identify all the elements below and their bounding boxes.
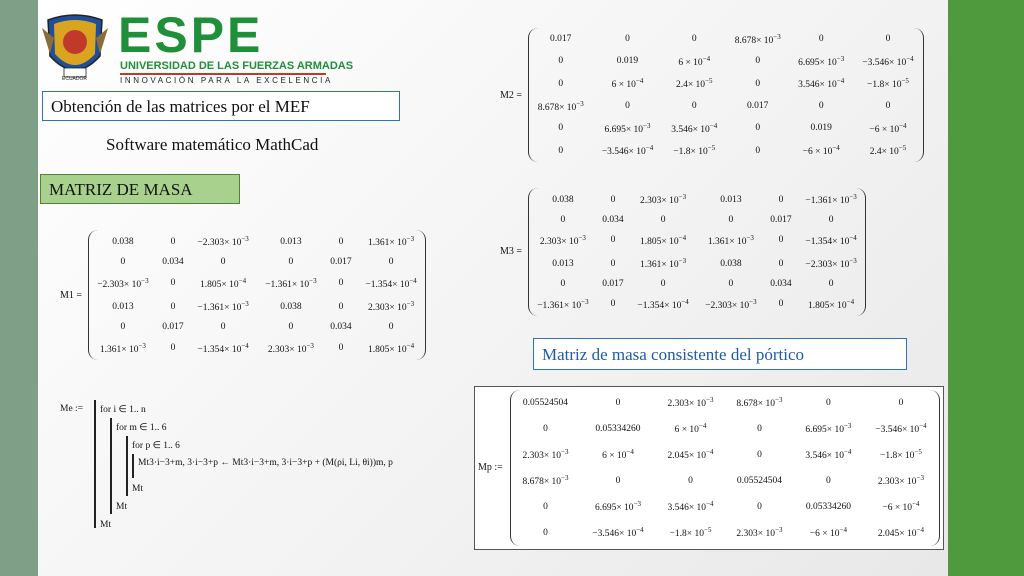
matrix-cell: 0: [778, 299, 784, 310]
matrix-cell: $6.695\times 10^{-3}$: [805, 422, 852, 436]
shield-caption: ECUADOR: [62, 76, 88, 82]
m1-label: M1 =: [60, 290, 83, 301]
matrix-row: [529, 28, 923, 50]
program-lhs: Me :=: [60, 404, 84, 414]
matrix-row: [529, 229, 865, 252]
program-bar-4: [132, 454, 134, 478]
matrix-cell: $-1.8\times 10^{-5}$: [673, 144, 716, 158]
matrix-row: [529, 50, 923, 72]
matrix-cell: $1.805\times 10^{-4}$: [368, 341, 415, 355]
matrix-cell: $6.695\times 10^{-3}$: [604, 121, 651, 136]
matrix-cell: 0: [757, 450, 762, 460]
matrix-cell: 0.034: [770, 278, 792, 289]
matrix-row: [529, 252, 865, 275]
matrix-cell: 0: [338, 236, 344, 247]
logo-divider: [120, 73, 326, 75]
left-side-bar: [0, 0, 38, 576]
matrix-row: [529, 211, 865, 229]
matrix-cell: 0: [755, 123, 761, 134]
matrix-m3: [528, 188, 866, 316]
matrix-cell: 0.013: [720, 194, 742, 205]
matrix-cell: 0.017: [162, 322, 184, 333]
university-name: UNIVERSIDAD DE LAS FUERZAS ARMADAS: [120, 60, 354, 72]
mathcad-program: [60, 400, 460, 540]
matrix-row: [529, 275, 865, 293]
m1-table: [89, 230, 425, 360]
matrix-row: [529, 117, 923, 139]
matrix-cell: 0.013: [552, 258, 574, 269]
m3-table: [529, 188, 865, 316]
matrix-cell: 0: [120, 322, 126, 333]
matrix-cell: 0: [691, 34, 697, 45]
matrix-cell: $2.303\times 10^{-3}$: [640, 193, 687, 207]
mp-label: Mp :=: [478, 462, 503, 473]
matrix-cell: 0: [826, 398, 831, 408]
matrix-cell: $-1.361\times 10^{-3}$: [805, 193, 857, 207]
matrix-cell: $6 \times 10^{-4}$: [678, 54, 711, 69]
matrix-cell: 0.034: [162, 257, 184, 268]
matrix-cell: $2.303\times 10^{-3}$: [267, 341, 314, 355]
matrix-cell: $2.4\times 10^{-5}$: [675, 77, 713, 91]
matrix-cell: 0.017: [770, 214, 792, 225]
m2-table: [529, 28, 923, 162]
matrix-cell: $-1.354\times 10^{-4}$: [805, 233, 857, 247]
matrix-cell: 0.038: [112, 236, 134, 247]
matrix-cell: $-1.354\times 10^{-4}$: [637, 297, 689, 311]
matrix-cell: 0: [170, 343, 176, 354]
matrix-cell: $8.678\times 10^{-3}$: [522, 474, 569, 488]
matrix-cell: 0: [757, 424, 762, 434]
matrix-row: [89, 319, 425, 337]
program-bar-3: [126, 436, 128, 496]
matrix-cell: $-1.354\times 10^{-4}$: [365, 276, 417, 290]
matrix-cell: 0: [560, 214, 566, 225]
program-line-5: Mt: [132, 484, 144, 494]
matrix-cell: 0: [558, 123, 564, 134]
matrix-cell: $-1.354\times 10^{-4}$: [197, 341, 249, 355]
program-bar-2: [110, 418, 112, 514]
matrix-row: [89, 336, 425, 360]
matrix-row: [89, 295, 425, 319]
matrix-cell: 0: [818, 101, 824, 112]
matrix-m1: [88, 230, 426, 360]
matrix-cell: 0.038: [280, 301, 302, 312]
matrix-cell: 0: [691, 101, 697, 112]
matrix-cell: $6 \times 10^{-4}$: [611, 77, 644, 91]
matrix-cell: 0: [220, 257, 226, 268]
matrix-cell: 0: [688, 476, 693, 486]
matrix-row: [529, 188, 865, 211]
matrix-cell: 0.034: [330, 322, 352, 333]
matrix-cell: $-2.303\times 10^{-3}$: [805, 257, 857, 271]
matrix-cell: $1.805\times 10^{-4}$: [200, 276, 247, 290]
matrix-cell: $-1.8\times 10^{-5}$: [669, 526, 712, 540]
matrix-cell: $3.546\times 10^{-4}$: [667, 500, 714, 514]
matrix-cell: 0.05524504: [736, 476, 782, 486]
matrix-row: [511, 468, 939, 494]
matrix-cell: 0.019: [810, 123, 832, 134]
matrix-row: [529, 73, 923, 95]
matrix-cell: 0.017: [747, 101, 769, 112]
consistent-matrix-label: Matriz de masa consistente del pórtico: [533, 338, 907, 370]
matrix-cell: 0: [558, 78, 564, 89]
matrix-cell: 0: [615, 398, 621, 408]
matrix-cell: $8.678\times 10^{-3}$: [537, 99, 584, 113]
matrix-row: [511, 442, 939, 468]
matrix-cell: $-1.361\times 10^{-3}$: [265, 276, 317, 290]
matrix-cell: 0: [170, 278, 176, 289]
matrix-cell: 0.017: [550, 34, 572, 45]
matrix-row: [89, 230, 425, 254]
matrix-cell: $-6 \times 10^{-4}$: [869, 121, 907, 136]
matrix-cell: 0.019: [616, 56, 639, 67]
program-line-4: Mt3·i−3+m, 3·i−3+p ← Mt3·i−3+m, 3·i−3+p + (M(ρi, Li, θi))m, p: [138, 458, 393, 468]
matrix-cell: 0: [388, 257, 394, 268]
matrix-cell: 0: [120, 257, 126, 268]
matrix-cell: $2.4\times 10^{-5}$: [869, 144, 907, 158]
matrix-cell: 0: [338, 343, 344, 354]
matrix-row: [511, 390, 939, 416]
matrix-cell: 0: [288, 257, 294, 268]
matrix-cell: $3.546\times 10^{-4}$: [671, 121, 718, 136]
matrix-cell: 0: [625, 34, 630, 45]
matrix-cell: 0.038: [552, 194, 574, 205]
matrix-cell: 0: [755, 56, 761, 67]
matrix-cell: $1.361\times 10^{-3}$: [640, 257, 687, 271]
matrix-row: [529, 140, 923, 162]
m3-label: M3 =: [500, 246, 523, 257]
matrix-cell: 0: [885, 34, 891, 45]
matrix-cell: $6 \times 10^{-4}$: [602, 448, 634, 462]
matrix-cell: $2.303\times 10^{-3}$: [522, 448, 569, 462]
matrix-cell: $2.303\times 10^{-3}$: [539, 233, 586, 247]
matrix-cell: 0: [288, 322, 294, 333]
matrix-cell: 0: [728, 214, 734, 225]
matrix-row: [529, 95, 923, 117]
matrix-cell: 0: [338, 301, 344, 312]
matrix-cell: 0: [558, 145, 564, 156]
matrix-cell: 0: [757, 502, 762, 512]
matrix-cell: $3.546\times 10^{-4}$: [805, 448, 852, 462]
slide-title: Obtención de las matrices por el MEF: [42, 91, 400, 121]
program-line-2: for m ∈ 1.. 6: [116, 423, 167, 433]
matrix-cell: $-3.546\times 10^{-4}$: [875, 422, 927, 436]
matrix-cell: 0: [778, 235, 784, 246]
matrix-cell: $2.045\times 10^{-4}$: [877, 526, 924, 540]
matrix-cell: $6 \times 10^{-4}$: [674, 422, 707, 436]
matrix-cell: $-1.8\times 10^{-5}$: [867, 77, 909, 91]
matrix-cell: $-6 \times 10^{-4}$: [809, 526, 847, 540]
right-side-bar: [948, 0, 1024, 576]
matrix-cell: 0: [220, 322, 226, 333]
matrix-cell: 0: [778, 258, 784, 269]
matrix-cell: $-3.546\times 10^{-4}$: [601, 144, 654, 158]
matrix-row: [89, 271, 425, 295]
matrix-cell: $1.361\times 10^{-3}$: [707, 233, 754, 247]
matrix-cell: $8.678\times 10^{-3}$: [734, 32, 781, 46]
matrix-cell: $-2.303\times 10^{-3}$: [197, 235, 249, 249]
matrix-cell: $6.695\times 10^{-3}$: [798, 54, 845, 69]
matrix-cell: $2.045\times 10^{-4}$: [667, 448, 714, 462]
matrix-cell: $2.303\times 10^{-3}$: [368, 300, 415, 314]
matrix-cell: 0.05524504: [522, 398, 569, 408]
m2-label: M2 =: [500, 90, 523, 101]
matrix-cell: 0: [778, 194, 784, 205]
matrix-cell: $-3.546\times 10^{-4}$: [592, 526, 644, 540]
matrix-cell: $-6 \times 10^{-4}$: [802, 144, 840, 158]
matrix-row: [529, 293, 865, 316]
espe-logo: [40, 7, 354, 88]
matrix-cell: $-2.303\times 10^{-3}$: [97, 276, 149, 290]
matrix-cell: 0: [610, 299, 616, 310]
matrix-cell: 0: [610, 194, 616, 205]
matrix-cell: 0.034: [602, 214, 624, 225]
matrix-cell: 0: [755, 78, 761, 89]
matrix-cell: $1.805\times 10^{-4}$: [808, 297, 855, 311]
program-line-1: for i ∈ 1.. n: [100, 405, 146, 415]
matrix-cell: 0: [560, 278, 566, 289]
matrix-cell: $1.361\times 10^{-3}$: [368, 235, 415, 249]
matrix-cell: $3.546\times 10^{-4}$: [798, 77, 845, 91]
matrix-m2: [528, 28, 924, 162]
matrix-cell: 0: [558, 56, 564, 67]
program-line-3: for p ∈ 1.. 6: [132, 441, 180, 451]
matrix-cell: $-1.361\times 10^{-3}$: [537, 297, 589, 311]
matrix-cell: 0: [170, 236, 176, 247]
matrix-mp: [510, 390, 940, 546]
matrix-cell: $2.303\times 10^{-3}$: [877, 474, 924, 488]
matrix-cell: 0: [610, 235, 616, 246]
matrix-cell: 0: [818, 34, 824, 45]
matrix-cell: $-1.361\times 10^{-3}$: [197, 300, 249, 314]
matrix-row: [511, 416, 939, 442]
matrix-cell: 0: [388, 322, 394, 333]
matrix-cell: 0: [543, 528, 548, 538]
matrix-row: [511, 520, 939, 546]
matrix-row: [511, 494, 939, 520]
matrix-cell: $-6 \times 10^{-4}$: [882, 500, 920, 514]
matrix-cell: 0: [338, 278, 344, 289]
matrix-cell: 0.05334260: [595, 424, 641, 434]
matrix-cell: $1.361\times 10^{-3}$: [99, 341, 146, 355]
matrix-cell: 0: [728, 278, 734, 289]
matrix-cell: 0.013: [112, 301, 134, 312]
matrix-cell: $2.303\times 10^{-3}$: [667, 396, 714, 410]
matrix-cell: 0.017: [602, 278, 624, 289]
matrix-cell: 0: [543, 502, 548, 512]
matrix-cell: 0: [615, 476, 621, 486]
matrix-cell: 0: [543, 424, 548, 434]
matrix-cell: 0.013: [280, 236, 302, 247]
matrix-cell: 0.017: [330, 257, 352, 268]
matrix-cell: $-3.546\times 10^{-4}$: [862, 54, 914, 69]
matrix-cell: 0: [826, 476, 831, 486]
matrix-cell: 0: [610, 258, 616, 269]
matrix-cell: $6.695\times 10^{-3}$: [594, 500, 642, 514]
matrix-cell: $2.303\times 10^{-3}$: [736, 526, 783, 540]
matrix-cell: 0: [660, 278, 666, 289]
program-bar-1: [94, 400, 96, 528]
matrix-cell: 0: [885, 101, 891, 112]
slide-subtitle: Software matemático MathCad: [106, 135, 319, 154]
matrix-cell: $-1.8\times 10^{-5}$: [879, 448, 922, 462]
university-shield-icon: [40, 10, 110, 86]
espe-wordmark: ESPE: [118, 7, 264, 63]
matrix-cell: $-2.303\times 10^{-3}$: [705, 297, 757, 311]
logo-tagline: INNOVACIÓN PARA LA EXCELENCIA: [120, 76, 333, 85]
matrix-cell: 0: [625, 101, 630, 112]
matrix-cell: 0: [660, 214, 666, 225]
matrix-cell: 0.05334260: [805, 502, 851, 512]
matrix-cell: 0: [828, 214, 834, 225]
matrix-row: [89, 254, 425, 272]
matrix-cell: $8.678\times 10^{-3}$: [736, 396, 783, 410]
mass-matrix-label: MATRIZ DE MASA: [40, 174, 240, 204]
matrix-cell: $1.805\times 10^{-4}$: [640, 233, 687, 247]
matrix-cell: 0: [898, 398, 904, 408]
matrix-cell: 0: [170, 301, 176, 312]
program-line-7: Mt: [100, 520, 112, 530]
mp-table: [511, 390, 939, 546]
matrix-cell: 0: [828, 278, 834, 289]
matrix-cell: 0: [755, 145, 761, 156]
matrix-cell: 0.038: [720, 258, 742, 269]
program-line-6: Mt: [116, 502, 128, 512]
